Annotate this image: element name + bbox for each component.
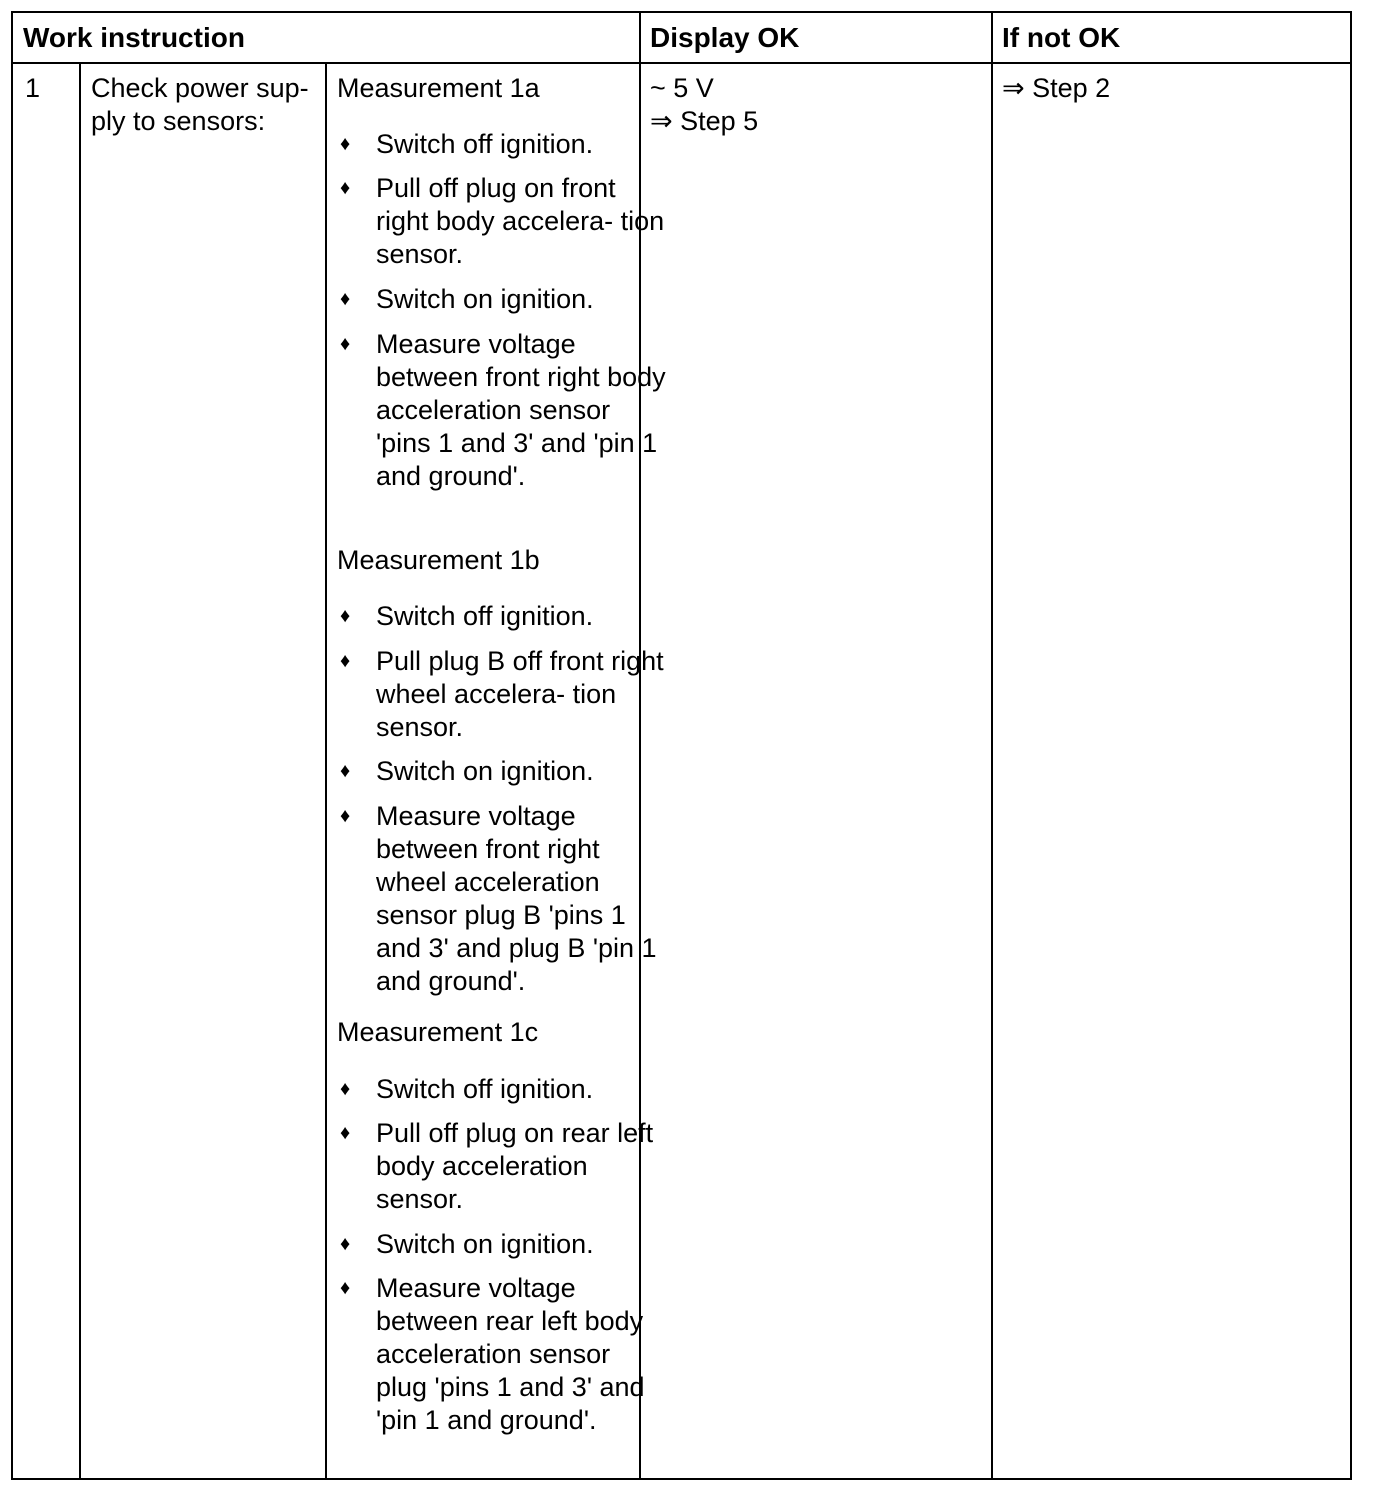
step-number: 1 xyxy=(25,73,41,103)
column-divider-not-ok xyxy=(991,13,993,1478)
measurement-1c-step-4: ♦ Measure voltage between rear left body acceleration sensor plug 'pins 1 and 3' and 'pin 1 and ground'. xyxy=(340,1273,645,1435)
bullet-diamond-icon: ♦ xyxy=(340,333,351,355)
measurement-1b-step-4: ♦ Measure voltage between front right wheel acceleration sensor plug B 'pins 1 and 3' and plug B 'pin 1 and ground'. xyxy=(340,801,657,996)
bullet-diamond-icon: ♦ xyxy=(340,760,351,782)
measurement-1a-step-4: ♦ Measure voltage between front right body acceleration sensor 'pins 1 and 3' and 'pin 1 and ground'. xyxy=(340,329,666,491)
header-divider xyxy=(13,62,1350,64)
bullet-diamond-icon: ♦ xyxy=(340,605,351,627)
measurement-1c-step-2: ♦ Pull off plug on rear left body acceleration sensor. xyxy=(340,1118,654,1214)
if-not-ok-next-step: ⇒ Step 2 xyxy=(1002,73,1111,103)
measurement-1a-step-2: ♦ Pull off plug on front right body accelera- tion sensor. xyxy=(340,173,665,269)
measurement-1c-label: Measurement 1c xyxy=(337,1017,539,1047)
header-if-not-ok: If not OK xyxy=(1002,22,1121,53)
measurement-1c-step-3: ♦ Switch on ignition. xyxy=(340,1229,594,1259)
step-title-line: ply to sensors: xyxy=(91,106,266,136)
bullet-diamond-icon: ♦ xyxy=(340,1233,351,1255)
measurement-1a-label: Measurement 1a xyxy=(337,73,540,103)
bullet-diamond-icon: ♦ xyxy=(340,1277,351,1299)
display-ok-next-step: ⇒ Step 5 xyxy=(650,106,759,136)
column-divider-measurement xyxy=(325,62,327,1478)
measurement-1b-step-3: ♦ Switch on ignition. xyxy=(340,756,594,786)
bullet-diamond-icon: ♦ xyxy=(340,805,351,827)
bullet-diamond-icon: ♦ xyxy=(340,650,351,672)
header-display-ok: Display OK xyxy=(650,22,800,53)
measurement-1b-label: Measurement 1b xyxy=(337,545,540,575)
step-title xyxy=(91,72,321,138)
work-instruction-table xyxy=(11,11,1352,1480)
measurement-1a-step-1: ♦ Switch off ignition. xyxy=(340,129,594,159)
measurement-1b-step-1: ♦ Switch off ignition. xyxy=(340,601,594,631)
measurement-1b-step-2: ♦ Pull plug B off front right wheel accelera- tion sensor. xyxy=(340,646,664,742)
bullet-diamond-icon: ♦ xyxy=(340,1078,351,1100)
bullet-diamond-icon: ♦ xyxy=(340,133,351,155)
bullet-diamond-icon: ♦ xyxy=(340,177,351,199)
display-ok-value xyxy=(650,72,758,138)
display-ok-voltage: ~ 5 V xyxy=(650,73,714,103)
column-divider-step xyxy=(79,62,81,1478)
measurement-1c-step-1: ♦ Switch off ignition. xyxy=(340,1074,594,1104)
measurement-1a-step-3: ♦ Switch on ignition. xyxy=(340,284,594,314)
bullet-diamond-icon: ♦ xyxy=(340,288,351,310)
bullet-diamond-icon: ♦ xyxy=(340,1122,351,1144)
header-work-instruction: Work instruction xyxy=(23,22,245,53)
step-title-line: Check power sup- xyxy=(91,73,309,103)
